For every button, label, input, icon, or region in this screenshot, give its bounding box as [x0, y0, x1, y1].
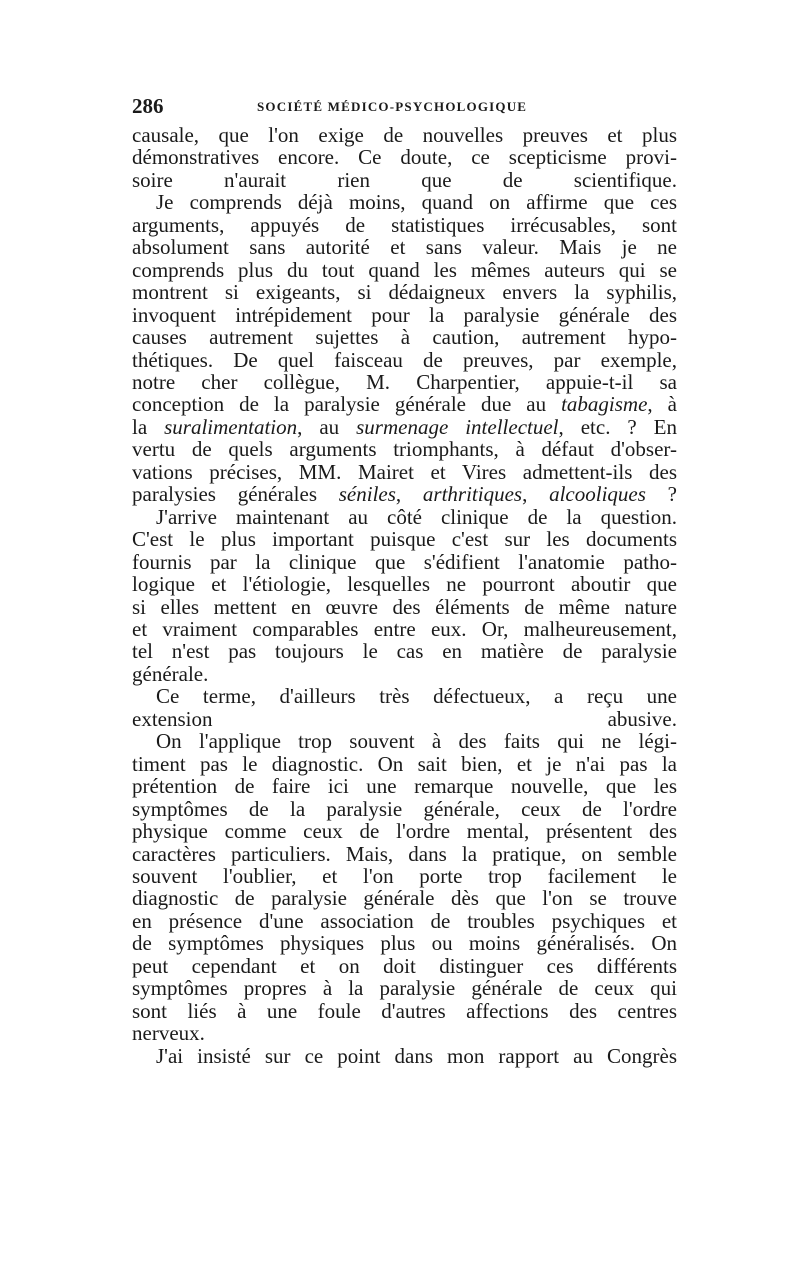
text-line — [132, 483, 677, 505]
text-line: J'arrive maintenant au côté clinique de la question. — [156, 504, 677, 529]
text-line — [132, 416, 677, 438]
text-line: extension abusive. — [132, 706, 677, 731]
paragraph — [132, 685, 677, 730]
text-line: Ce terme, d'ailleurs très défectueux, a reçu une — [156, 684, 677, 709]
text-line: J'ai insisté sur ce point dans mon rapport au Congrès — [156, 1043, 677, 1068]
text-line: diagnostic de paralysie générale dès que l'on se trouve — [132, 886, 677, 911]
text-line: caractères particuliers. Mais, dans la pratique, on semble — [132, 841, 677, 866]
text-line: nerveux. — [132, 1021, 205, 1046]
text-line: C'est le plus important puisque c'est sur les documents — [132, 527, 677, 552]
text-line: fournis par la clinique que s'édifient l'anatomie patho- — [132, 549, 677, 574]
text-line: et vraiment comparables entre eux. Or, malheureusement, — [132, 616, 677, 641]
text-line: prétention de faire ici une remarque nouvelle, que les — [132, 774, 677, 799]
text-line: peut cependant et on doit distinguer ces différents — [132, 953, 677, 978]
text-run: conception de la paralysie générale due au — [132, 392, 562, 417]
text-line: symptômes de la paralysie générale, ceux de l'ordre — [132, 796, 677, 821]
text-line: timent pas le diagnostic. On sait bien, et je n'ai pas la — [132, 751, 677, 776]
paragraph — [132, 506, 677, 686]
italic-term: tabagisme — [561, 392, 648, 417]
text-line: montrent si exigeants, si dédaigneux envers la syphilis, — [132, 280, 677, 305]
text-line: Je comprends déjà moins, quand on affirme que ces — [156, 190, 677, 215]
italic-term: arthritiques — [422, 482, 523, 507]
text-run: paralysies générales — [132, 482, 339, 507]
text-line: vations précises, MM. Mairet et Vires admettent-ils des — [132, 459, 677, 484]
running-title: SOCIÉTÉ MÉDICO-PSYCHOLOGIQUE — [257, 99, 528, 114]
text-run: , à — [647, 392, 677, 417]
text-run: , au — [297, 414, 357, 439]
paragraph — [132, 124, 677, 191]
text-line: démonstratives encore. Ce doute, ce scepticisme provi- — [132, 145, 677, 170]
page-header — [132, 94, 677, 120]
text-line: logique et l'étiologie, lesquelles ne pourront aboutir que — [132, 572, 677, 597]
text-line: causale, que l'on exige de nouvelles preuves et plus — [132, 123, 677, 147]
text-line: comprends plus du tout quand les mêmes auteurs qui se — [132, 257, 677, 282]
text-line: tel n'est pas toujours le cas en matière de paralysie — [132, 639, 677, 664]
italic-term: suralimentation — [164, 414, 298, 439]
italic-term: surmenage intellectuel — [356, 414, 559, 439]
paragraph — [132, 730, 677, 1044]
text-run: , etc. ? En — [558, 414, 677, 439]
text-run: ? — [645, 482, 677, 507]
text-run: , — [522, 482, 550, 507]
text-line: thétiques. De quel faisceau de preuves, par exemple, — [132, 347, 677, 372]
text-line: sont liés à une foule d'autres affections des centres — [132, 998, 677, 1023]
text-run: , — [395, 482, 423, 507]
text-run: la — [132, 414, 165, 439]
text-line: vertu de quels arguments triomphants, à défaut d'obser- — [132, 437, 677, 462]
text-line: générale. — [132, 661, 209, 686]
text-line: arguments, appuyés de statistiques irrécusables, sont — [132, 212, 677, 237]
text-line: en présence d'une association de troubles psychiques et — [132, 908, 677, 933]
paragraph — [132, 1045, 677, 1067]
text-line: souvent l'oublier, et l'on porte trop facilement le — [132, 863, 677, 888]
page-number: 286 — [132, 94, 164, 118]
paragraph — [132, 191, 677, 505]
text-line: On l'applique trop souvent à des faits qui ne légi- — [156, 729, 677, 754]
text-line — [132, 393, 677, 415]
text-line: notre cher collègue, M. Charpentier, appuie-t-il sa — [132, 369, 677, 394]
text-line: physique comme ceux de l'ordre mental, présentent des — [132, 819, 677, 844]
italic-term: alcooliques — [549, 482, 646, 507]
text-line: causes autrement sujettes à caution, autrement hypo- — [132, 325, 677, 350]
text-line: de symptômes physiques plus ou moins généralisés. On — [132, 931, 677, 956]
text-line: invoquent intrépidement pour la paralysie générale des — [132, 302, 677, 327]
text-line: si elles mettent en œuvre des éléments de même nature — [132, 594, 677, 619]
italic-term: séniles — [338, 482, 396, 507]
text-line: symptômes propres à la paralysie générale de ceux qui — [132, 976, 677, 1001]
body-text — [132, 124, 677, 1067]
text-line: soire n'aurait rien que de scientifique. — [132, 167, 677, 192]
text-line: absolument sans autorité et sans valeur. Mais je ne — [132, 235, 677, 260]
